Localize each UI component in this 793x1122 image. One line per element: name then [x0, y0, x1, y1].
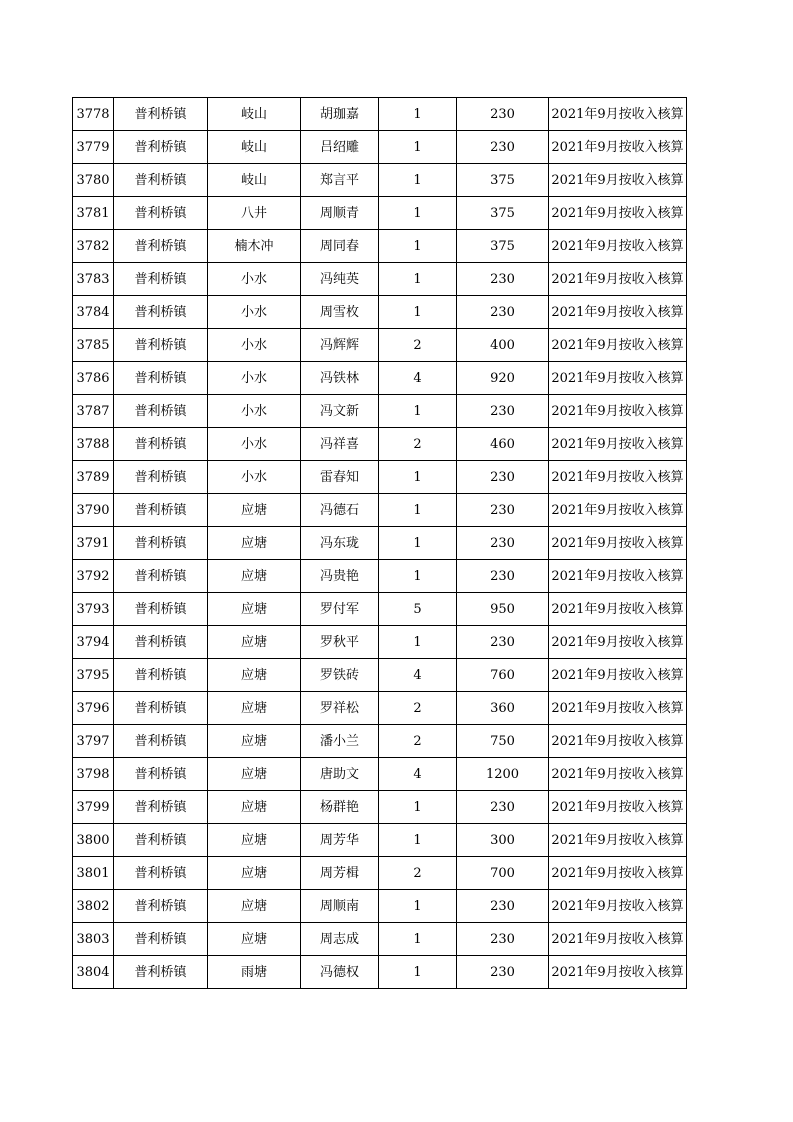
village-cell: 应塘 — [208, 626, 301, 659]
town-cell: 普利桥镇 — [114, 923, 208, 956]
note-cell: 2021年9月按收入核算 — [549, 527, 687, 560]
village-cell: 岐山 — [208, 164, 301, 197]
name-cell: 周顺青 — [301, 197, 379, 230]
village-cell: 应塘 — [208, 692, 301, 725]
household-size-cell: 1 — [379, 395, 457, 428]
row-number-cell: 3780 — [73, 164, 114, 197]
name-cell: 冯辉辉 — [301, 329, 379, 362]
table-row — [73, 560, 687, 593]
household-size-cell: 1 — [379, 197, 457, 230]
name-cell: 冯贵艳 — [301, 560, 379, 593]
note-cell: 2021年9月按收入核算 — [549, 593, 687, 626]
note-cell: 2021年9月按收入核算 — [549, 857, 687, 890]
town-cell: 普利桥镇 — [114, 263, 208, 296]
note-cell: 2021年9月按收入核算 — [549, 692, 687, 725]
name-cell: 胡珈嘉 — [301, 98, 379, 131]
household-size-cell: 1 — [379, 626, 457, 659]
amount-cell: 230 — [457, 923, 549, 956]
name-cell: 唐助文 — [301, 758, 379, 791]
household-size-cell: 2 — [379, 692, 457, 725]
note-cell: 2021年9月按收入核算 — [549, 131, 687, 164]
amount-cell: 400 — [457, 329, 549, 362]
town-cell: 普利桥镇 — [114, 428, 208, 461]
name-cell: 冯德石 — [301, 494, 379, 527]
note-cell: 2021年9月按收入核算 — [549, 230, 687, 263]
name-cell: 周芳楫 — [301, 857, 379, 890]
table-row — [73, 593, 687, 626]
amount-cell: 760 — [457, 659, 549, 692]
village-cell: 小水 — [208, 428, 301, 461]
note-cell: 2021年9月按收入核算 — [549, 428, 687, 461]
town-cell: 普利桥镇 — [114, 791, 208, 824]
household-size-cell: 4 — [379, 758, 457, 791]
household-size-cell: 1 — [379, 494, 457, 527]
row-number-cell: 3800 — [73, 824, 114, 857]
town-cell: 普利桥镇 — [114, 956, 208, 989]
amount-cell: 230 — [457, 890, 549, 923]
table-row — [73, 890, 687, 923]
name-cell: 冯纯英 — [301, 263, 379, 296]
table-row — [73, 263, 687, 296]
household-size-cell: 1 — [379, 791, 457, 824]
row-number-cell: 3785 — [73, 329, 114, 362]
row-number-cell: 3801 — [73, 857, 114, 890]
household-size-cell: 2 — [379, 428, 457, 461]
table-row — [73, 428, 687, 461]
note-cell: 2021年9月按收入核算 — [549, 923, 687, 956]
village-cell: 雨塘 — [208, 956, 301, 989]
row-number-cell: 3798 — [73, 758, 114, 791]
note-cell: 2021年9月按收入核算 — [549, 560, 687, 593]
note-cell: 2021年9月按收入核算 — [549, 494, 687, 527]
village-cell: 小水 — [208, 461, 301, 494]
town-cell: 普利桥镇 — [114, 131, 208, 164]
amount-cell: 375 — [457, 230, 549, 263]
name-cell: 周雪枚 — [301, 296, 379, 329]
name-cell: 郑言平 — [301, 164, 379, 197]
village-cell: 应塘 — [208, 527, 301, 560]
table-row — [73, 395, 687, 428]
note-cell: 2021年9月按收入核算 — [549, 263, 687, 296]
amount-cell: 700 — [457, 857, 549, 890]
village-cell: 小水 — [208, 329, 301, 362]
amount-cell: 1200 — [457, 758, 549, 791]
row-number-cell: 3778 — [73, 98, 114, 131]
row-number-cell: 3792 — [73, 560, 114, 593]
village-cell: 小水 — [208, 395, 301, 428]
town-cell: 普利桥镇 — [114, 230, 208, 263]
table-row — [73, 758, 687, 791]
town-cell: 普利桥镇 — [114, 461, 208, 494]
town-cell: 普利桥镇 — [114, 527, 208, 560]
town-cell: 普利桥镇 — [114, 395, 208, 428]
amount-cell: 360 — [457, 692, 549, 725]
table-row — [73, 725, 687, 758]
household-size-cell: 2 — [379, 329, 457, 362]
row-number-cell: 3796 — [73, 692, 114, 725]
household-size-cell: 4 — [379, 362, 457, 395]
household-size-cell: 2 — [379, 857, 457, 890]
data-table — [72, 97, 687, 989]
household-size-cell: 1 — [379, 527, 457, 560]
amount-cell: 460 — [457, 428, 549, 461]
town-cell: 普利桥镇 — [114, 659, 208, 692]
village-cell: 应塘 — [208, 923, 301, 956]
household-size-cell: 5 — [379, 593, 457, 626]
household-size-cell: 1 — [379, 824, 457, 857]
household-size-cell: 2 — [379, 725, 457, 758]
amount-cell: 230 — [457, 560, 549, 593]
village-cell: 小水 — [208, 263, 301, 296]
row-number-cell: 3790 — [73, 494, 114, 527]
village-cell: 应塘 — [208, 494, 301, 527]
village-cell: 应塘 — [208, 725, 301, 758]
town-cell: 普利桥镇 — [114, 725, 208, 758]
row-number-cell: 3779 — [73, 131, 114, 164]
name-cell: 罗铁砖 — [301, 659, 379, 692]
table-row — [73, 98, 687, 131]
table-row — [73, 329, 687, 362]
amount-cell: 230 — [457, 956, 549, 989]
row-number-cell: 3781 — [73, 197, 114, 230]
amount-cell: 230 — [457, 461, 549, 494]
table-row — [73, 923, 687, 956]
note-cell: 2021年9月按收入核算 — [549, 758, 687, 791]
village-cell: 小水 — [208, 296, 301, 329]
name-cell: 潘小兰 — [301, 725, 379, 758]
table-row — [73, 362, 687, 395]
name-cell: 周顺南 — [301, 890, 379, 923]
row-number-cell: 3802 — [73, 890, 114, 923]
name-cell: 罗祥松 — [301, 692, 379, 725]
amount-cell: 230 — [457, 263, 549, 296]
town-cell: 普利桥镇 — [114, 98, 208, 131]
note-cell: 2021年9月按收入核算 — [549, 626, 687, 659]
note-cell: 2021年9月按收入核算 — [549, 98, 687, 131]
name-cell: 罗付军 — [301, 593, 379, 626]
row-number-cell: 3804 — [73, 956, 114, 989]
table-row — [73, 956, 687, 989]
note-cell: 2021年9月按收入核算 — [549, 725, 687, 758]
household-size-cell: 1 — [379, 560, 457, 593]
note-cell: 2021年9月按收入核算 — [549, 890, 687, 923]
amount-cell: 230 — [457, 791, 549, 824]
town-cell: 普利桥镇 — [114, 197, 208, 230]
village-cell: 应塘 — [208, 857, 301, 890]
row-number-cell: 3794 — [73, 626, 114, 659]
village-cell: 小水 — [208, 362, 301, 395]
table-body — [73, 98, 687, 989]
village-cell: 应塘 — [208, 593, 301, 626]
table-row — [73, 692, 687, 725]
row-number-cell: 3797 — [73, 725, 114, 758]
row-number-cell: 3793 — [73, 593, 114, 626]
table-row — [73, 296, 687, 329]
town-cell: 普利桥镇 — [114, 890, 208, 923]
town-cell: 普利桥镇 — [114, 329, 208, 362]
amount-cell: 300 — [457, 824, 549, 857]
amount-cell: 950 — [457, 593, 549, 626]
name-cell: 冯德权 — [301, 956, 379, 989]
row-number-cell: 3803 — [73, 923, 114, 956]
household-size-cell: 1 — [379, 164, 457, 197]
amount-cell: 230 — [457, 98, 549, 131]
town-cell: 普利桥镇 — [114, 494, 208, 527]
table-row — [73, 824, 687, 857]
village-cell: 应塘 — [208, 890, 301, 923]
name-cell: 罗秋平 — [301, 626, 379, 659]
note-cell: 2021年9月按收入核算 — [549, 956, 687, 989]
table-row — [73, 230, 687, 263]
household-size-cell: 1 — [379, 923, 457, 956]
town-cell: 普利桥镇 — [114, 824, 208, 857]
town-cell: 普利桥镇 — [114, 296, 208, 329]
amount-cell: 230 — [457, 296, 549, 329]
household-size-cell: 1 — [379, 98, 457, 131]
table-row — [73, 494, 687, 527]
village-cell: 岐山 — [208, 98, 301, 131]
town-cell: 普利桥镇 — [114, 758, 208, 791]
name-cell: 冯祥喜 — [301, 428, 379, 461]
table-row — [73, 164, 687, 197]
name-cell: 吕绍雕 — [301, 131, 379, 164]
table-row — [73, 131, 687, 164]
name-cell: 冯文新 — [301, 395, 379, 428]
village-cell: 应塘 — [208, 659, 301, 692]
household-size-cell: 1 — [379, 263, 457, 296]
name-cell: 周同春 — [301, 230, 379, 263]
row-number-cell: 3786 — [73, 362, 114, 395]
household-size-cell: 1 — [379, 131, 457, 164]
amount-cell: 230 — [457, 395, 549, 428]
table-row — [73, 791, 687, 824]
town-cell: 普利桥镇 — [114, 164, 208, 197]
row-number-cell: 3789 — [73, 461, 114, 494]
village-cell: 应塘 — [208, 758, 301, 791]
row-number-cell: 3784 — [73, 296, 114, 329]
row-number-cell: 3799 — [73, 791, 114, 824]
household-size-cell: 1 — [379, 890, 457, 923]
household-size-cell: 4 — [379, 659, 457, 692]
row-number-cell: 3788 — [73, 428, 114, 461]
note-cell: 2021年9月按收入核算 — [549, 461, 687, 494]
amount-cell: 375 — [457, 164, 549, 197]
village-cell: 楠木冲 — [208, 230, 301, 263]
note-cell: 2021年9月按收入核算 — [549, 824, 687, 857]
town-cell: 普利桥镇 — [114, 593, 208, 626]
note-cell: 2021年9月按收入核算 — [549, 329, 687, 362]
amount-cell: 920 — [457, 362, 549, 395]
note-cell: 2021年9月按收入核算 — [549, 362, 687, 395]
amount-cell: 230 — [457, 494, 549, 527]
name-cell: 杨群艳 — [301, 791, 379, 824]
table-row — [73, 659, 687, 692]
name-cell: 周芳华 — [301, 824, 379, 857]
name-cell: 冯铁林 — [301, 362, 379, 395]
table-row — [73, 461, 687, 494]
table-row — [73, 626, 687, 659]
amount-cell: 230 — [457, 527, 549, 560]
amount-cell: 375 — [457, 197, 549, 230]
amount-cell: 230 — [457, 131, 549, 164]
amount-cell: 230 — [457, 626, 549, 659]
row-number-cell: 3791 — [73, 527, 114, 560]
note-cell: 2021年9月按收入核算 — [549, 296, 687, 329]
village-cell: 八井 — [208, 197, 301, 230]
village-cell: 应塘 — [208, 791, 301, 824]
row-number-cell: 3795 — [73, 659, 114, 692]
household-size-cell: 1 — [379, 296, 457, 329]
name-cell: 周志成 — [301, 923, 379, 956]
name-cell: 雷春知 — [301, 461, 379, 494]
note-cell: 2021年9月按收入核算 — [549, 791, 687, 824]
row-number-cell: 3783 — [73, 263, 114, 296]
town-cell: 普利桥镇 — [114, 362, 208, 395]
row-number-cell: 3787 — [73, 395, 114, 428]
household-size-cell: 1 — [379, 956, 457, 989]
town-cell: 普利桥镇 — [114, 560, 208, 593]
town-cell: 普利桥镇 — [114, 692, 208, 725]
name-cell: 冯东珑 — [301, 527, 379, 560]
table-row — [73, 197, 687, 230]
amount-cell: 750 — [457, 725, 549, 758]
village-cell: 岐山 — [208, 131, 301, 164]
village-cell: 应塘 — [208, 824, 301, 857]
note-cell: 2021年9月按收入核算 — [549, 395, 687, 428]
table-row — [73, 857, 687, 890]
village-cell: 应塘 — [208, 560, 301, 593]
table-row — [73, 527, 687, 560]
town-cell: 普利桥镇 — [114, 857, 208, 890]
household-size-cell: 1 — [379, 230, 457, 263]
note-cell: 2021年9月按收入核算 — [549, 659, 687, 692]
note-cell: 2021年9月按收入核算 — [549, 197, 687, 230]
town-cell: 普利桥镇 — [114, 626, 208, 659]
note-cell: 2021年9月按收入核算 — [549, 164, 687, 197]
row-number-cell: 3782 — [73, 230, 114, 263]
household-size-cell: 1 — [379, 461, 457, 494]
